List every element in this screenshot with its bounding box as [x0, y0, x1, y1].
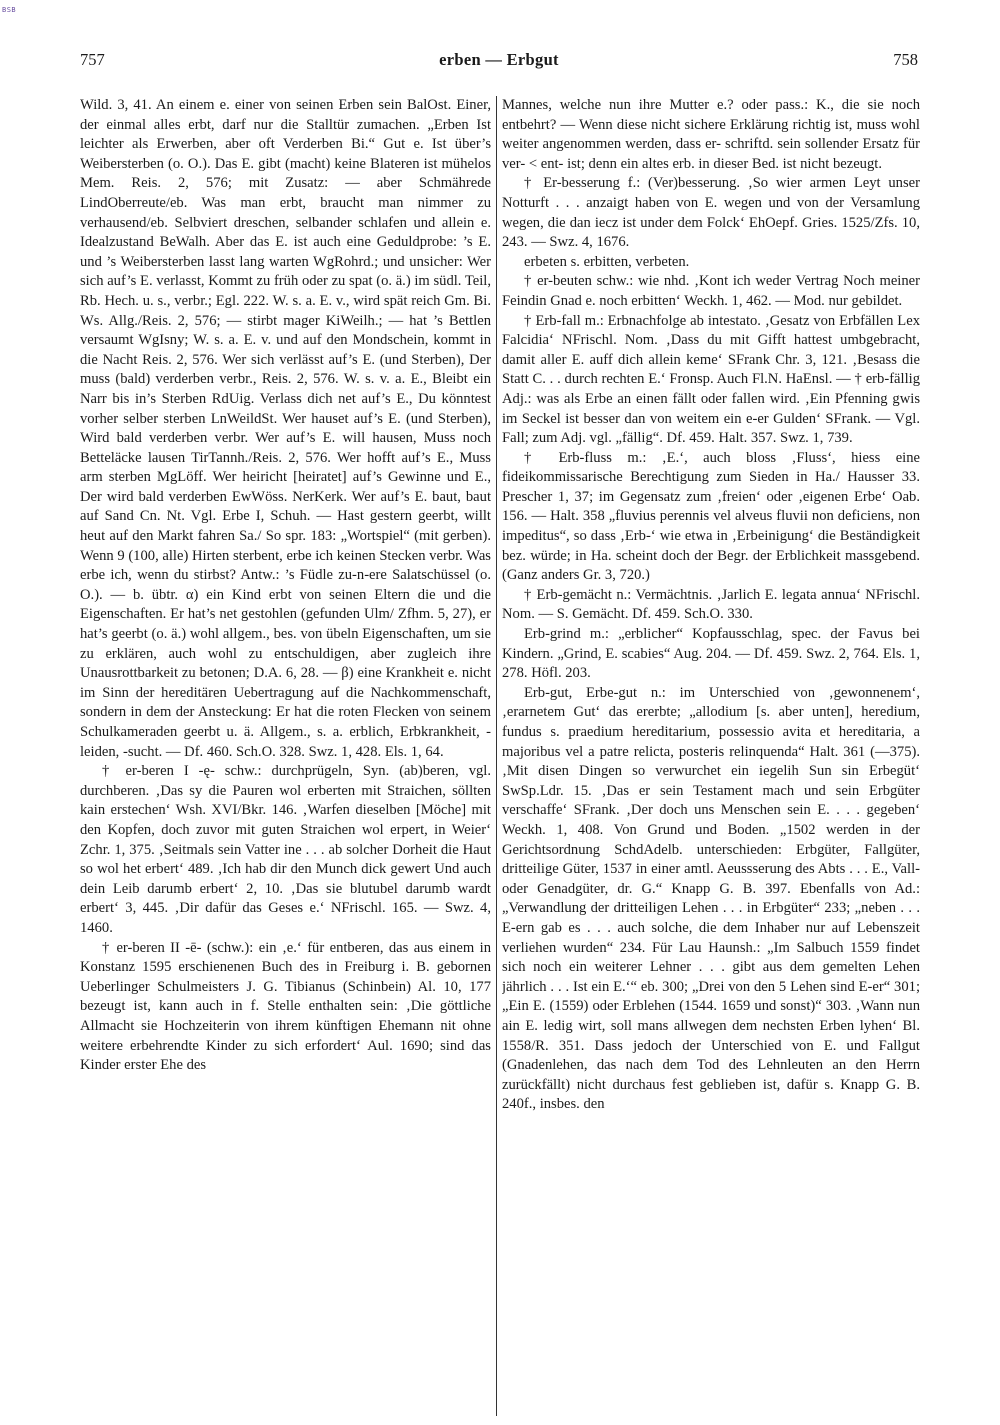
running-head: erben — Erbgut [439, 50, 559, 69]
left-column [80, 96, 491, 1416]
entry-er-beren-2: † er-beren II -ē- (schw.): ein ‚e.‘ für entberen, das aus einem in Konstanz 1595 erschienenen Buch des in Freiburg i. B. gebornen Ueberlinger Schulmeisters J. G. Tibianus (Schinbein) Al. 10, 177 bezeugt ist, kann auch in f. Stelle enthalten sein: ‚Die göttliche Allmacht sie Hochzeiterin von ihrem künftigen Ehemann nit ohne weitere erbehrendte Kinder zu sich erfordert‘ Aul. 1690; sind das Kinder erster Ehe des [80, 939, 491, 1074]
entry-er-beuten: † er-beuten schw.: wie nhd. ‚Kont ich weder Vertrag Noch meiner Feindin Gnad e. noch erbitten‘ Weckh. 1, 462. — Mod. nur gebildet. [502, 273, 920, 309]
column-divider [496, 96, 497, 1416]
entry-erb-gemaecht: † Erb-gemächt n.: Vermächtnis. ‚Jarlich E. legata annua‘ NFrischl. Nom. — S. Gemächt. Df. 459. Sch.O. 330. [502, 586, 920, 623]
entry-erb-grind: Erb-grind m.: „erblicher“ Kopfausschlag, spec. der Favus bei Kindern. „Grind, E. scabies“ Aug. 204. — Df. 459. Swz. 2, 764. Els. 1, 278. Höfl. 203. [502, 626, 920, 682]
entry-erbeten: erbeten s. erbitten, verbeten. [524, 253, 690, 270]
entry-erben-continued: Wild. 3, 41. An einem e. einer von seinen Erben sein BalOst. Einer, der einmal alles erbt, darf nur die Stalltür zumachen. „Erben Ist leichter als Erwerben, aber oft Verderben Bi.“ Gut e. Ist über’s Weibersterben (o. O.). Das E. gibt (macht) keine Blateren ist mühelos Mem. Reis. 2, 576; mit Zusatz: — aber Schmährede LindOberreute/eb. Was man erbt, braucht man nimmer zu verhausend/eb. Selbviert dreschen, selbander schlafen und allein e. Idealzustand BeWalh. Aber das E. ist auch eine Geduldprobe: ’s E. und ’s Weibersterben lasst lang warten WgRohrd.; und unsicher: Wer sich auf’s E. verlasst, Kommt zu früh oder zu spat (o. ä.) im südl. Teil, Rb. Hech. u. s., verbr.; Egl. 222. W. s. a. E. v., wird spät reich Gm. Bi. Ws. Allg./Reis. 2, 576; — stirbt mager KiWeilh.; — hat ’s Bettlen versaumt WgIsny; W. s. a. E. v. und auf den Mondschein, kommt in die Nacht Reis. 2, 576. Wer sich verlässt auf’s E. (und Sterben), Der muss (bald) verderben verbr., Reis. 2, 576. W. s. v. a. E., Bleibt ein Narr bis in’s Sterben RdUig. Verlass dich net auf’s E., Du könntest vorher selber sterben LnWeildSt. Wer hauset auf’s E. (und Sterben), Wird bald verderben verbr. Wer auf’s E. will hausen, Muss noch Betteläcke lausen TirTannh./Reis. 2, 576. Wer hofft auf’s E., Muss arm sterben MgLöff. Wer heiricht [heiratet] auf’s Gewinne und E., Der wird bald verderben EwWöss. NerKerk. Wer auf’s E. baut, baut auf Sand Cn. Nt. Vgl. Erbe I, Schuh. — Hast gestern geerbt, willt heut auf den Markt fahren Sa./ So spr. 183: „Wortspiel“ (mit gerben). Wenn 9 (100, alle) Hirten sterbent, erbe ich keinen Stecken verbr. Was erbe ich, wenn du stirbst? Antw.: ’s Füdle zu-n-ere Salatschüssel (o. O.). — b. übtr. α) ein Kind erbt von seinen Eltern die und die Eigenschaften. Er hat’s net gestohlen (gefunden Ulm/ Zfhm. 5, 27), er hat’s geerbt (o. ä.) wohl allgem., bes. von übeln Eigenschaften, um sie zu erklären, auch wohl zu entschuldigen, aber zugleich ihre Unausrottbarkeit zu betonen; D.A. 6, 28. — β) eine Krankheit e. nicht im Sinn der hereditären Uebertragung auf die Nachkommenschaft, sondern in dem der Ansteckung: Er hat die roten Flecken von seinem Schulkameraden geerbt u. ä. Allgem., s. a. erblich, Erbkrankheit, -leiden, -sucht. — Df. 460. Sch.O. 328. Swz. 1, 428. Els. 1, 64. [80, 97, 491, 760]
entry-er-besserung: † Er-besserung f.: (Ver)besserung. ‚So wier armen Leyt unser Notturft . . . anzaigt haben von E. wegen und von der Versamlung wegen, die dan iecz ist under dem Folck‘ EhOepf. Gries. 1525/Zfs. 10, 243. — Swz. 4, 1676. [502, 175, 920, 251]
page-number-right: 758 [893, 50, 918, 69]
right-column [502, 96, 920, 1416]
page-header [80, 50, 918, 74]
entry-er-beren-1: † er-beren I -ę- schw.: durchprügeln, Syn. (ab)beren, vgl. durchberen. ‚Das sy die Pauren wol erberten mit Straichen, söllten kain erstechen‘ Wsh. XVI/Bkr. 146. ‚Warfen dieselben [Möche] mit den Kopfen, doch zuvor mit guten Straichen wol erpert, in Weier‘ Zchr. 1, 375. ‚Seitmals sein Vatter ine . . . ab solcher Dorheit die Haut so wol het erbert‘ 489. ‚Ich hab dir den Munch dick gewert Und auch dein Leib darumb erbert‘ 2, 10. ‚Das sie blutubel darumb wardt erbert‘ 3, 445. ‚Dir dafür das Geses e.‘ NFrischl. 165. — Swz. 4, 1460. [80, 763, 491, 936]
entry-er-beren-2-continued: Mannes, welche nun ihre Mutter e.? oder pass.: K., die sie noch entbehrt? — Wenn diese nicht sichere Erklärung richtig ist, muss wohl weiter angenommen werden, dass er- schriftd. sein sollender Ersatz für ver- < ent- ist; denn ein altes erb. in dieser Bed. ist nicht bezeugt. [502, 97, 920, 172]
page-number-left: 757 [80, 50, 105, 69]
entry-erb-fluss: † Erb-fluss m.: ‚E.‘, auch bloss ‚Fluss‘, hiess eine fideikommissarische Berechtigung zum Sieden in Ha./ Hausser 33. Prescher 1, 37; im Gegensatz zum ‚freien‘ oder ‚eigenen Erbe‘ Oab. 156. — Halt. 358 „fluvius perennis vel alveus fluvii non deficiens, non impeditus“, so dass ‚Erb-‘ wie etwa in ‚Erbeinigung‘ die Beständigkeit bez. würde; in Ha. scheint doch der Begr. der Erblichkeit massgebend. (Ganz anders Gr. 3, 720.) [502, 449, 920, 584]
library-stamp: BSB [2, 6, 17, 14]
entry-erb-fall: † Erb-fall m.: Erbnachfolge ab intestato. ‚Gesatz von Erbfällen Lex Falcidia‘ NFrischl. Nom. ‚Dass du mit Gifft hattest umbgebracht, damit aller E. auff dich allein keme‘ SFrank Chr. 3, 121. ‚Besass die Statt C. . . durch rechten E.‘ Fronsp. Auch Fl.N. HaEnsl. — † erb-fällig Adj.: was als Erbe an einen fällt oder fallen wird. ‚Ein Pfenning gwis im Seckel ist besser dan von weitem ein e-er Gulden‘ SFrank. — Vgl. Fall; zum Adj. vgl. „fällig“. Df. 459. Halt. 357. Swz. 1, 739. [502, 312, 920, 447]
entry-erb-gut: Erb-gut, Erbe-gut n.: im Unterschied von ‚gewonnenem‘, ‚erarnetem Gut‘ das ererbte; „allodium [s. aber unten], heredium, fundus s. praedium hereditarium, possessio avita et hereditaria, a majoribus vel a patre relicta, posteris relinquenda“ Halt. 361 (—375). ‚Mit disen Dingen so verwurchet ein iegelih Sun sin Erbegüt‘ SwSp.Ldr. 15. ‚Das er sein Testament mach und sein Erbgüter verschaffe‘ SFrank. ‚Der doch uns Menschen sein E. . . . gegeben‘ Weckh. 1, 408. Von Grund und Boden. „1502 werden in der Gerichtsordnung SchdAdelb. unterschieden: Erbgüter, Fallgüter, dritteilige Güter, 1537 in einer amtl. Aeussserung des Abts . . . E., Vall- oder Genadgüter, dr. G.“ Knapp G. B. 397. Ebenfalls von Ad.: „Verwandlung der dritteiligen Lehen . . . in Erbgüter“ 233; „neben . . . E-ern gab es . . . auch solche, die dem Inhaber nur auf Lebenszeit verliehen wurden“ 234. Für Lau Haunsh.: „Im Salbuch 1559 findet sich noch ein weiterer Lehner . . . gibt aus dem gemelten Lehen jährlich . . . Ist ein E.‘“ eb. 300; „Drei von den 5 Lehen sind E-er“ 301; „Ein E. (1559) oder Erblehen (1544. 1659 und sonst)“ 303. ‚Wann nun ain E. ledig wirt, soll mans allwegen dem nechsten Erben lyhen‘ Bl. 1558/R. 351. Dass jedoch der Unterschied von E. und Fallgut (Gnadenlehen, das nach dem Tod des Lehnleuten an den Herrn zurückfällt) nicht durchaus fest geblieben ist, dafür s. Knapp G. B. 240f., insbes. den [502, 684, 920, 1113]
